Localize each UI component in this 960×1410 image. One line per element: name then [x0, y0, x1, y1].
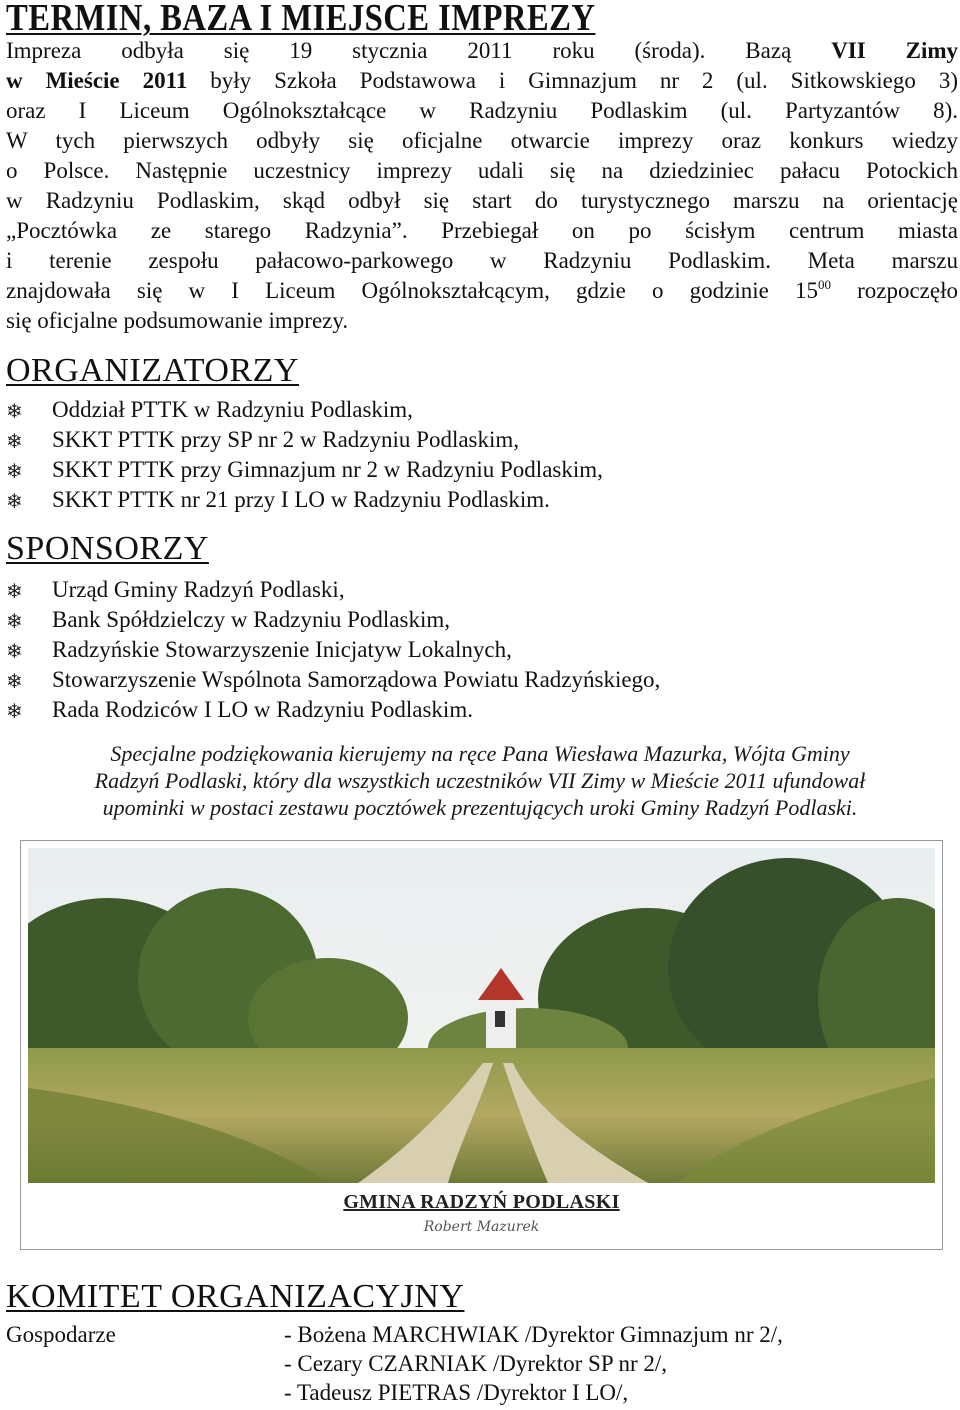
text: oraz I Liceum Ogólnokształcące w Radzyniu Podlaskim (ul. Partyzantów 8). — [6, 98, 958, 123]
item-text: Urząd Gminy Radzyń Podlaski, — [52, 577, 345, 602]
paragraph-line — [6, 126, 958, 156]
item-text: Oddział PTTK w Radzyniu Podlaskim, — [52, 397, 413, 422]
list-item — [6, 605, 660, 635]
list-item — [6, 485, 603, 515]
text: Impreza odbyła się 19 stycznia 2011 roku (środa). Bazą — [6, 38, 832, 63]
item-text: SKKT PTTK nr 21 przy I LO w Radzyniu Podlaskim. — [52, 487, 550, 512]
superscript: 00 — [817, 277, 831, 292]
paragraph-line — [6, 66, 958, 96]
organizers-list — [6, 395, 603, 515]
list-item — [6, 575, 660, 605]
item-text: SKKT PTTK przy SP nr 2 w Radzyniu Podlaskim, — [52, 427, 520, 452]
section-title-termin: TERMIN, BAZA I MIEJSCE IMPREZY — [6, 0, 596, 39]
text: w Radzyniu Podlaskim, skąd odbył się start do turystycznego marszu na orientację — [6, 188, 958, 213]
text: znajdowała się w I Liceum Ogólnokształcącym, gdzie o godzinie 15 — [6, 278, 818, 303]
committee-member: - Bożena MARCHWIAK /Dyrektor Gimnazjum nr 2/, — [284, 1322, 783, 1347]
item-text: Rada Rodziców I LO w Radzyniu Podlaskim. — [52, 697, 473, 722]
text: W tych pierwszych odbyły się oficjalne otwarcie imprezy oraz konkurs wiedzy — [6, 128, 958, 153]
bold-text: w Mieście 2011 — [6, 68, 188, 93]
paragraph-line — [6, 156, 958, 186]
text: „Pocztówka ze starego Radzynia”. Przebiegał on po ścisłym centrum miasta — [6, 218, 958, 243]
snowflake-icon: ❄ — [6, 699, 23, 723]
paragraph-line — [6, 246, 958, 276]
event-description — [6, 36, 958, 336]
text: były Szkoła Podstawowa i Gimnazjum nr 2 (ul. Sitkowskiego 3) — [187, 68, 958, 93]
sponsors-list — [6, 575, 660, 725]
snowflake-icon: ❄ — [6, 639, 23, 663]
section-title-organizers: ORGANIZATORZY — [6, 352, 299, 389]
list-item — [6, 455, 603, 485]
postcard-image — [20, 840, 943, 1250]
snowflake-icon: ❄ — [6, 429, 23, 453]
thanks-line: upominki w postaci zestawu pocztówek prezentujących uroki Gminy Radzyń Podlaski. — [102, 795, 858, 820]
thanks-line: Specjalne podziękowania kierujemy na ręce Pana Wiesława Mazurka, Wójta Gminy — [110, 741, 850, 766]
committee-label: Gospodarze — [6, 1322, 116, 1347]
committee-member: - Tadeusz PIETRAS /Dyrektor I LO/, — [284, 1380, 629, 1405]
paragraph-line — [6, 96, 958, 126]
snowflake-icon: ❄ — [6, 399, 23, 423]
landscape-photo — [28, 848, 935, 1183]
paragraph-line — [6, 36, 958, 66]
text: rozpoczęło — [830, 278, 958, 303]
section-title-sponsors: SPONSORZY — [6, 530, 209, 567]
item-text: Stowarzyszenie Wspólnota Samorządowa Powiatu Radzyńskiego, — [52, 667, 661, 692]
snowflake-icon: ❄ — [6, 459, 23, 483]
paragraph-line — [6, 186, 958, 216]
snowflake-icon: ❄ — [6, 609, 23, 633]
list-item — [6, 425, 603, 455]
paragraph-line — [6, 306, 958, 336]
section-title-committee: KOMITET ORGANIZACYJNY — [6, 1278, 465, 1315]
list-item — [6, 695, 660, 725]
paragraph-line — [6, 216, 958, 246]
item-text: Radzyńskie Stowarzyszenie Inicjatyw Lokalnych, — [52, 637, 512, 662]
postcard-signature: Robert Mazurek — [423, 1219, 540, 1235]
list-item — [6, 635, 660, 665]
item-text: SKKT PTTK przy Gimnazjum nr 2 w Radzyniu Podlaskim, — [52, 457, 603, 482]
snowflake-icon: ❄ — [6, 669, 23, 693]
text: się oficjalne podsumowanie imprezy. — [6, 308, 349, 333]
postcard-title: GMINA RADZYŃ PODLASKI — [343, 1191, 620, 1213]
list-item — [6, 665, 660, 695]
snowflake-icon: ❄ — [6, 579, 23, 603]
bold-text: VII Zimy — [831, 38, 958, 63]
thanks-line: Radzyń Podlaski, który dla wszystkich uczestników VII Zimy w Mieście 2011 ufundował — [94, 768, 866, 793]
committee-member: - Cezary CZARNIAK /Dyrektor SP nr 2/, — [284, 1351, 668, 1376]
thanks-note — [0, 740, 960, 821]
snowflake-icon: ❄ — [6, 489, 23, 513]
item-text: Bank Spółdzielczy w Radzyniu Podlaskim, — [52, 607, 450, 632]
paragraph-line — [6, 276, 958, 306]
text: i terenie zespołu pałacowo-parkowego w Radzyniu Podlaskim. Meta marszu — [6, 248, 958, 273]
text: o Polsce. Następnie uczestnicy imprezy udali się na dziedziniec pałacu Potockich — [6, 158, 958, 183]
list-item — [6, 395, 603, 425]
